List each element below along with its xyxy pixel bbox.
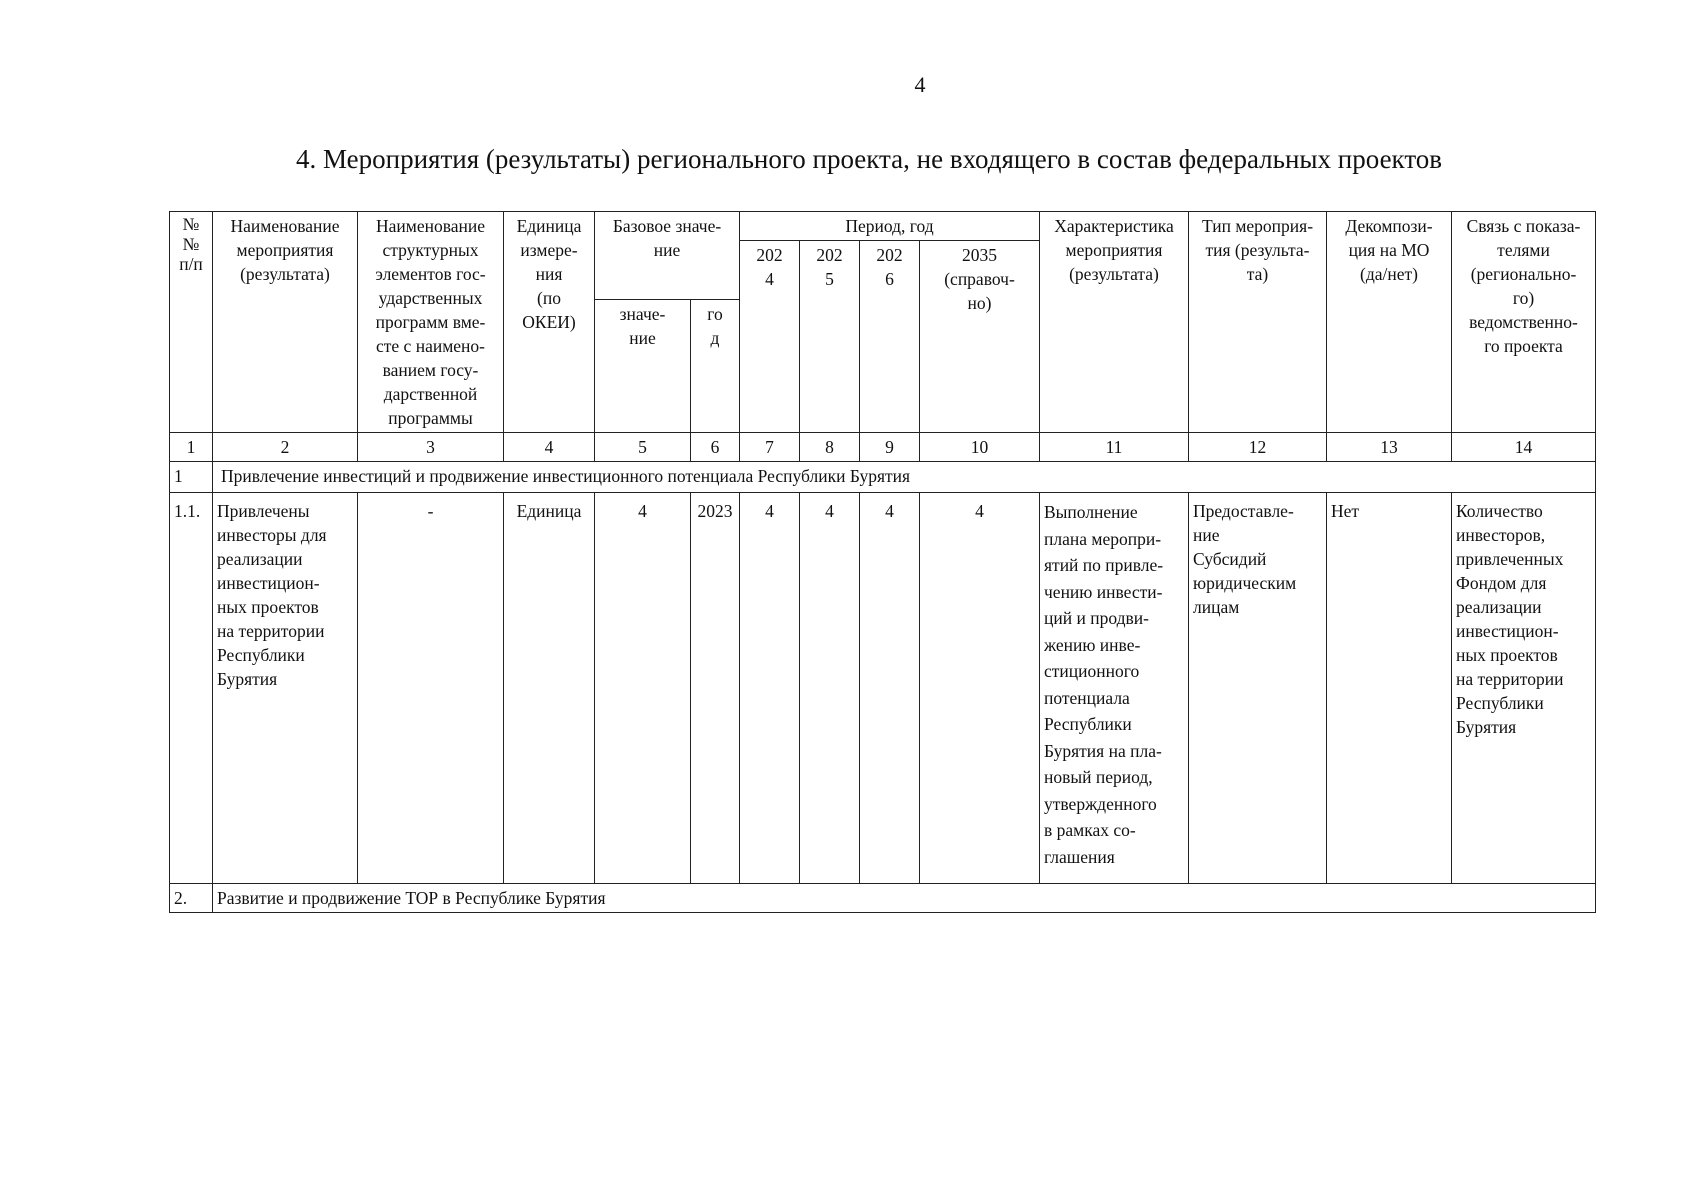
column-number: 8 xyxy=(800,433,860,462)
section-number: 2. xyxy=(170,884,213,913)
column-number: 2 xyxy=(213,433,358,462)
column-number-row xyxy=(170,433,1596,462)
section-title-cell: Развитие и продвижение ТОР в Республике Бурятия xyxy=(213,884,1596,913)
page-number: 4 xyxy=(914,72,926,97)
header-unit: Единица измере- ния (по ОКЕИ) xyxy=(504,212,595,433)
event-name: Привлечены инвесторы для реализации инвестицион- ных проектов на территории Республики Бурятия xyxy=(213,493,358,884)
section-title-cell: Привлечение инвестиций и продвижение инвестиционного потенциала Республики Бурятия xyxy=(213,462,1596,493)
header-2024: 202 4 xyxy=(740,241,800,433)
column-number: 13 xyxy=(1327,433,1452,462)
base-value: 4 xyxy=(595,493,691,884)
header-decomp: Декомпози- ция на МО (да/нет) xyxy=(1327,212,1452,433)
column-number: 5 xyxy=(595,433,691,462)
column-number: 12 xyxy=(1189,433,1327,462)
header-name: Наименование мероприятия (результата) xyxy=(213,212,358,433)
header-2025: 202 5 xyxy=(800,241,860,433)
header-base: Базовое значе- ние xyxy=(595,212,740,300)
header-base-value: значе- ние xyxy=(595,300,691,433)
indicator-link: Количество инвесторов, привлеченных Фондом для реализации инвестицион- ных проектов на территории Республики Бурятия xyxy=(1452,493,1596,884)
column-number: 6 xyxy=(691,433,740,462)
column-number: 4 xyxy=(504,433,595,462)
column-number: 11 xyxy=(1040,433,1189,462)
column-number: 10 xyxy=(920,433,1040,462)
event-characteristic: Выполнение плана меропри- ятий по привле- чению инвести- ций и продви- жению инве- стиционного потенциала Республики Бурятия на пла- новый период, утвержденного в рамках со- глашения xyxy=(1040,493,1189,884)
value-2026: 4 xyxy=(860,493,920,884)
header-row-1 xyxy=(170,212,1596,241)
section-row-2 xyxy=(170,884,1596,913)
decomposition: Нет xyxy=(1327,493,1452,884)
section-title: 4. Мероприятия (результаты) регионального проекта, не входящего в состав федеральных проектов xyxy=(296,144,1443,174)
header-type: Тип мероприя- тия (результа- та) xyxy=(1189,212,1327,433)
row-number: 1.1. xyxy=(170,493,213,884)
header-structural: Наименование структурных элементов гос- ударственных программ вме- сте с наимено- ванием госу- дарственной программы xyxy=(358,212,504,433)
base-year: 2023 xyxy=(691,493,740,884)
column-number: 7 xyxy=(740,433,800,462)
column-number: 1 xyxy=(170,433,213,462)
column-number: 14 xyxy=(1452,433,1596,462)
column-number: 3 xyxy=(358,433,504,462)
header-base-year: го д xyxy=(691,300,740,433)
header-2026: 202 6 xyxy=(860,241,920,433)
column-number: 9 xyxy=(860,433,920,462)
header-period: Период, год xyxy=(740,212,1040,241)
header-2035: 2035 (справоч- но) xyxy=(920,241,1040,433)
table-row xyxy=(170,493,1596,884)
structural-element: - xyxy=(358,493,504,884)
value-2024: 4 xyxy=(740,493,800,884)
event-type: Предоставле- ние Субсидий юридическим лицам xyxy=(1189,493,1327,884)
value-2025: 4 xyxy=(800,493,860,884)
header-characteristic: Характеристика мероприятия (результата) xyxy=(1040,212,1189,433)
header-num: № № п/п xyxy=(170,212,213,433)
section-row-1 xyxy=(170,462,1596,493)
value-2035: 4 xyxy=(920,493,1040,884)
section-number: 1 xyxy=(170,462,213,493)
events-table xyxy=(169,211,1596,913)
unit: Единица xyxy=(504,493,595,884)
header-link: Связь с показа- телями (регионально- го) ведомственно- го проекта xyxy=(1452,212,1596,433)
